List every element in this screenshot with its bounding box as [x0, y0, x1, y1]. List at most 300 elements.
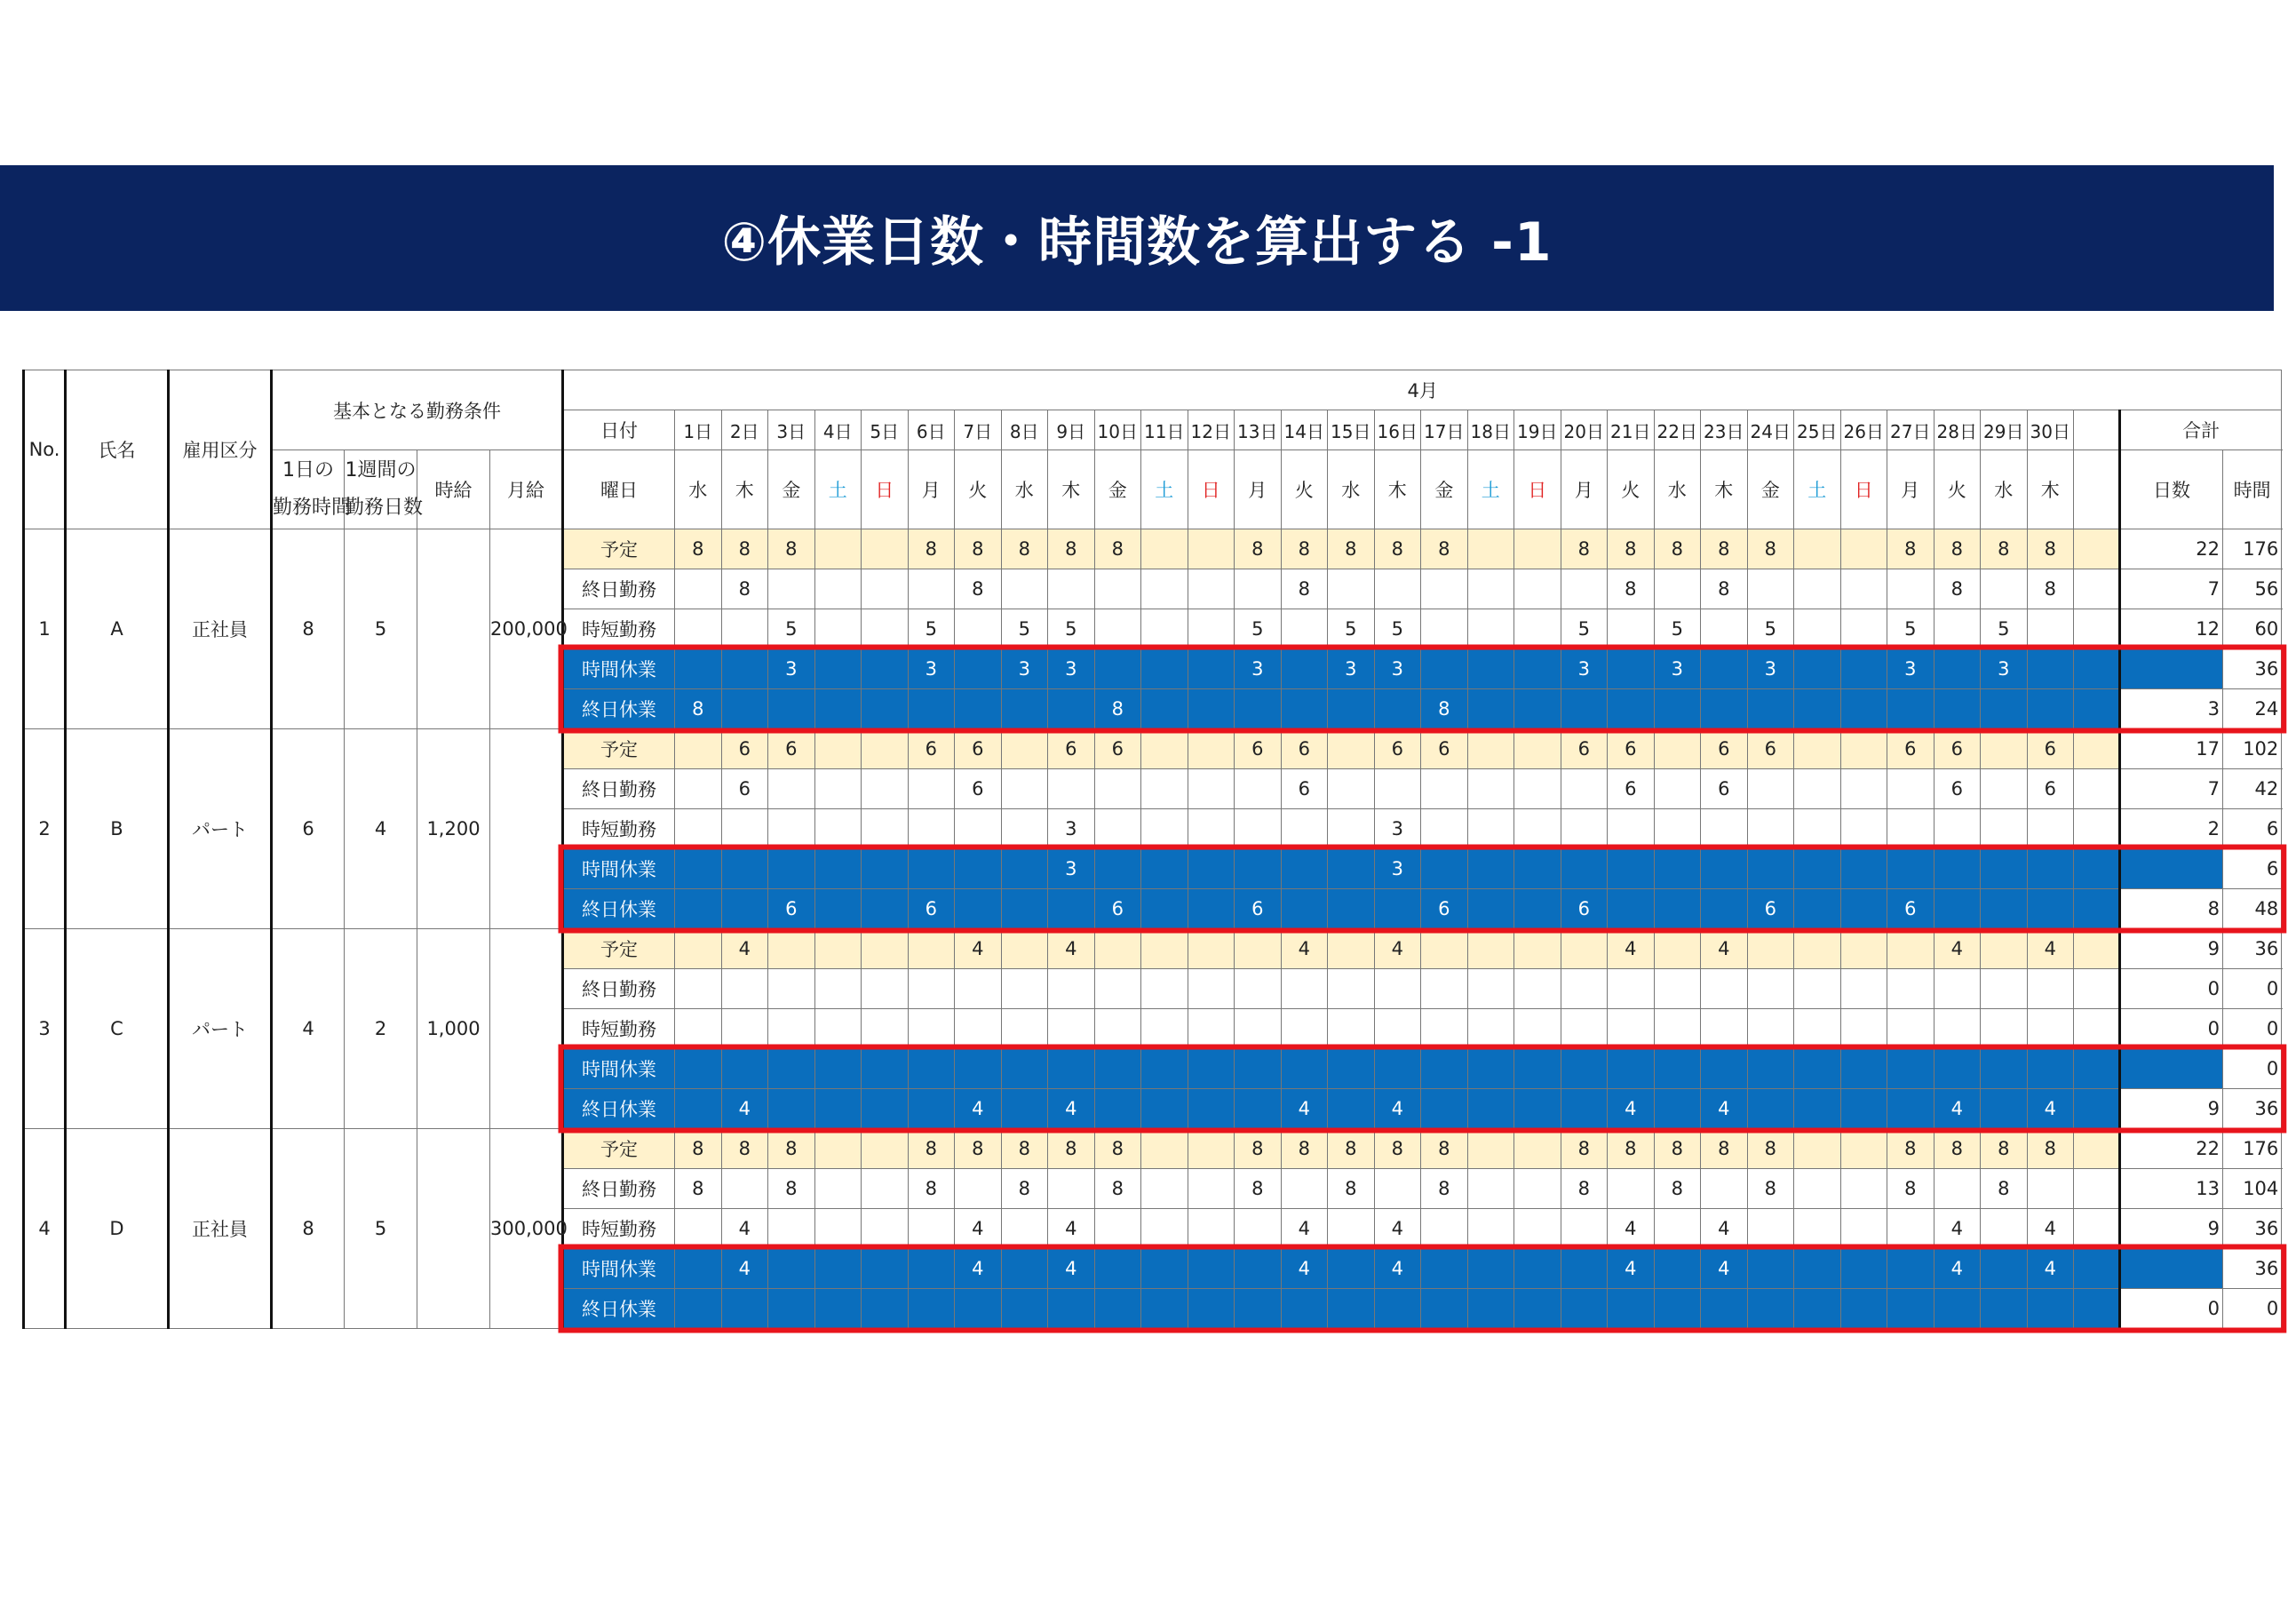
day-value [768, 1089, 815, 1129]
day-value: 8 [1328, 529, 1375, 569]
total-days: 9 [2120, 929, 2223, 969]
weekly-days: 4 [345, 729, 417, 929]
day-value [1328, 929, 1375, 969]
total-hours: 24 [2223, 689, 2282, 729]
day-value [675, 729, 722, 769]
weekday-cell: 日 [1840, 450, 1887, 529]
day-value: 3 [1235, 649, 1282, 689]
day-value [1001, 1209, 1048, 1249]
day-value [1701, 809, 1748, 849]
day-value: 8 [721, 569, 768, 609]
day-value [768, 849, 815, 889]
day-value [1188, 729, 1235, 769]
day-value [768, 1009, 815, 1049]
date-cell: 9日 [1048, 410, 1095, 450]
day-value [721, 969, 768, 1009]
day-value: 6 [1421, 729, 1468, 769]
day-value: 6 [1747, 729, 1794, 769]
weekly-days: 5 [345, 1129, 417, 1329]
day-value [1094, 769, 1141, 809]
day-value [1421, 649, 1468, 689]
day-value: 4 [1281, 1249, 1328, 1289]
day-value [862, 1209, 909, 1249]
day-value: 6 [1048, 729, 1095, 769]
day-value [1188, 929, 1235, 969]
day-value [908, 1009, 955, 1049]
date-cell: 15日 [1328, 410, 1375, 450]
day-value [1188, 849, 1235, 889]
day-value: 6 [768, 729, 815, 769]
day-value: 4 [1048, 929, 1095, 969]
day-value [1235, 1209, 1282, 1249]
day-value [1001, 929, 1048, 969]
day-value [1141, 889, 1188, 929]
day-value [1887, 769, 1935, 809]
day-value: 8 [675, 689, 722, 729]
day-value [1001, 1049, 1048, 1089]
row-spacer [2074, 889, 2120, 929]
day-value [675, 889, 722, 929]
day-value: 4 [721, 1249, 768, 1289]
date-cell: 18日 [1467, 410, 1514, 450]
row-label: 時間休業 [563, 1049, 675, 1089]
day-value [2027, 1169, 2074, 1209]
day-value: 8 [1001, 1129, 1048, 1169]
day-value [1188, 1129, 1235, 1169]
date-cell: 16日 [1374, 410, 1421, 450]
day-value: 8 [1561, 1129, 1608, 1169]
day-value [768, 1209, 815, 1249]
total-days: 9 [2120, 1209, 2223, 1249]
row-label: 時短勤務 [563, 809, 675, 849]
header-no: No. [24, 370, 66, 529]
day-value [862, 969, 909, 1009]
daily-hours: 6 [272, 729, 345, 929]
day-value: 8 [1747, 1169, 1794, 1209]
day-value [675, 1089, 722, 1129]
total-hours: 0 [2223, 1049, 2282, 1089]
day-value [814, 649, 862, 689]
header-employment-type: 雇用区分 [169, 370, 272, 529]
day-value [1235, 769, 1282, 809]
day-value [1467, 1209, 1514, 1249]
day-value: 4 [1374, 929, 1421, 969]
day-value: 6 [768, 889, 815, 929]
day-value [955, 889, 1002, 929]
day-value [1328, 769, 1375, 809]
day-value [1514, 609, 1561, 649]
day-value [1328, 849, 1375, 889]
day-value [1188, 569, 1235, 609]
day-value [1747, 929, 1794, 969]
day-value [1608, 1289, 1655, 1329]
day-value [1235, 1249, 1282, 1289]
day-value [862, 929, 909, 969]
header-daily-hours: 1日の 勤務時間 [272, 450, 345, 529]
day-value [2027, 849, 2074, 889]
day-value: 4 [1608, 1089, 1655, 1129]
day-value [1328, 689, 1375, 729]
date-cell: 22日 [1654, 410, 1701, 450]
day-value: 8 [1981, 1129, 2028, 1169]
day-value [1001, 1249, 1048, 1289]
day-value: 5 [1001, 609, 1048, 649]
total-hours: 0 [2223, 1009, 2282, 1049]
day-value [1887, 1049, 1935, 1089]
employee-type: 正社員 [169, 529, 272, 729]
day-value [675, 969, 722, 1009]
total-hours: 176 [2223, 529, 2282, 569]
day-value [1840, 769, 1887, 809]
day-value [768, 1049, 815, 1089]
day-value [1421, 1009, 1468, 1049]
weekday-cell: 木 [1701, 450, 1748, 529]
day-value [908, 1289, 955, 1329]
row-spacer [2074, 1009, 2120, 1049]
day-value [675, 809, 722, 849]
employee-type: 正社員 [169, 1129, 272, 1329]
day-value [1141, 1049, 1188, 1089]
day-value [1701, 889, 1748, 929]
day-value [768, 689, 815, 729]
day-value: 8 [1887, 1169, 1935, 1209]
day-value [1654, 689, 1701, 729]
weekday-cell: 金 [1747, 450, 1794, 529]
day-value [1281, 649, 1328, 689]
day-value [814, 529, 862, 569]
day-value: 8 [1981, 1169, 2028, 1209]
day-value [1235, 1049, 1282, 1089]
day-value [1467, 1049, 1514, 1089]
day-value: 8 [1328, 1129, 1375, 1169]
day-value: 6 [1235, 729, 1282, 769]
day-value: 4 [1934, 929, 1981, 969]
employee-no: 3 [24, 929, 66, 1129]
day-value [1235, 929, 1282, 969]
day-value [1188, 1089, 1235, 1129]
day-value: 8 [721, 1129, 768, 1169]
day-value [1608, 1169, 1655, 1209]
date-cell: 27日 [1887, 410, 1935, 450]
day-value: 4 [1608, 1249, 1655, 1289]
header-weekly-days: 1週間の 勤務日数 [345, 450, 417, 529]
day-value [814, 569, 862, 609]
day-value [2027, 1049, 2074, 1089]
day-value [1188, 1169, 1235, 1209]
day-value [1514, 529, 1561, 569]
day-value [1887, 1009, 1935, 1049]
weekday-cell: 木 [1048, 450, 1095, 529]
day-value [1840, 809, 1887, 849]
day-value: 8 [1094, 1169, 1141, 1209]
day-value [1514, 929, 1561, 969]
day-value [1141, 1129, 1188, 1169]
total-hours: 36 [2223, 1089, 2282, 1129]
day-value: 8 [1281, 569, 1328, 609]
employee-name: D [66, 1129, 169, 1329]
total-hours: 42 [2223, 769, 2282, 809]
day-value [814, 769, 862, 809]
day-value: 8 [675, 1129, 722, 1169]
day-value [1421, 969, 1468, 1009]
weekday-cell: 日 [862, 450, 909, 529]
day-value [1561, 1049, 1608, 1089]
day-value: 6 [1934, 769, 1981, 809]
day-value [1281, 809, 1328, 849]
day-value: 8 [1701, 529, 1748, 569]
day-value [1467, 1169, 1514, 1209]
row-label: 時間休業 [563, 649, 675, 689]
day-value [1608, 849, 1655, 889]
day-value [1001, 849, 1048, 889]
weekday-cell: 火 [955, 450, 1002, 529]
day-value [1794, 929, 1841, 969]
day-value: 4 [1374, 1249, 1421, 1289]
day-value [1794, 729, 1841, 769]
weekday-cell: 水 [1001, 450, 1048, 529]
day-value [1141, 1009, 1188, 1049]
day-value: 8 [1421, 689, 1468, 729]
day-value [1467, 1009, 1514, 1049]
day-value [721, 809, 768, 849]
day-value [1981, 1049, 2028, 1089]
day-value: 6 [1701, 769, 1748, 809]
day-value [1467, 809, 1514, 849]
title-banner [0, 165, 2274, 311]
day-value [1747, 969, 1794, 1009]
total-hours: 102 [2223, 729, 2282, 769]
day-value: 4 [1934, 1249, 1981, 1289]
day-value: 8 [1608, 1129, 1655, 1169]
day-value [814, 1049, 862, 1089]
total-hours: 0 [2223, 1289, 2282, 1329]
row-plan [24, 729, 2282, 769]
day-value [1514, 1209, 1561, 1249]
day-value [1794, 609, 1841, 649]
day-value [1608, 649, 1655, 689]
day-value [1094, 569, 1141, 609]
header-total: 合計 [2120, 410, 2282, 450]
day-value [1141, 1169, 1188, 1209]
day-value [814, 1089, 862, 1129]
day-value [721, 689, 768, 729]
day-value: 5 [1048, 609, 1095, 649]
day-value [1048, 1289, 1095, 1329]
day-value [1654, 569, 1701, 609]
weekday-cell: 月 [1561, 450, 1608, 529]
date-cell: 20日 [1561, 410, 1608, 450]
day-value [862, 1169, 909, 1209]
row-spacer [2074, 1289, 2120, 1329]
day-value: 8 [1747, 1129, 1794, 1169]
day-value [1188, 1289, 1235, 1329]
day-value [1048, 889, 1095, 929]
employee-name: B [66, 729, 169, 929]
day-value [1421, 1289, 1468, 1329]
day-value [675, 849, 722, 889]
day-value [1794, 1129, 1841, 1169]
day-value [1514, 1169, 1561, 1209]
day-value [1887, 969, 1935, 1009]
total-days [2120, 1249, 2223, 1289]
day-value [1934, 809, 1981, 849]
total-days: 0 [2120, 1289, 2223, 1329]
day-value [1514, 1089, 1561, 1129]
date-cell: 19日 [1514, 410, 1561, 450]
day-value [1467, 1289, 1514, 1329]
row-label: 終日勤務 [563, 569, 675, 609]
day-value [862, 1009, 909, 1049]
day-value [1654, 849, 1701, 889]
day-value [908, 1089, 955, 1129]
day-value [1141, 809, 1188, 849]
total-days: 3 [2120, 689, 2223, 729]
day-value [2027, 689, 2074, 729]
day-value [1654, 769, 1701, 809]
date-cell: 10日 [1094, 410, 1141, 450]
day-value [1188, 1009, 1235, 1049]
day-value: 6 [1281, 729, 1328, 769]
day-value [1281, 969, 1328, 1009]
day-value [814, 1209, 862, 1249]
day-value [1467, 1089, 1514, 1129]
total-days: 0 [2120, 1009, 2223, 1049]
day-value [1514, 1049, 1561, 1089]
day-value [1561, 969, 1608, 1009]
day-value [1001, 569, 1048, 609]
day-value: 4 [721, 1089, 768, 1129]
day-value [1608, 969, 1655, 1009]
day-value [1048, 1009, 1095, 1049]
day-value: 6 [1421, 889, 1468, 929]
day-value [1188, 769, 1235, 809]
day-value: 3 [1747, 649, 1794, 689]
day-value [908, 1249, 955, 1289]
day-value [1840, 889, 1887, 929]
day-value: 5 [768, 609, 815, 649]
day-value [908, 929, 955, 969]
day-value [1374, 769, 1421, 809]
day-value [1094, 809, 1141, 849]
day-value: 4 [721, 1209, 768, 1249]
day-value [955, 809, 1002, 849]
day-value [1701, 969, 1748, 1009]
day-value [1934, 1049, 1981, 1089]
day-value [1094, 1249, 1141, 1289]
header-monthly-salary: 月給 [490, 450, 563, 529]
header-name: 氏名 [66, 370, 169, 529]
day-value [1467, 529, 1514, 569]
day-value [675, 609, 722, 649]
day-value [1188, 809, 1235, 849]
day-value: 4 [1701, 1249, 1748, 1289]
row-spacer [2074, 769, 2120, 809]
day-value [1794, 809, 1841, 849]
day-value: 3 [1048, 849, 1095, 889]
header-row-month [24, 370, 2282, 410]
day-value: 6 [1701, 729, 1748, 769]
day-value [862, 809, 909, 849]
day-value [675, 769, 722, 809]
date-cell: 13日 [1235, 410, 1282, 450]
day-value [814, 689, 862, 729]
weekday-cell: 金 [768, 450, 815, 529]
day-value: 8 [1235, 1169, 1282, 1209]
row-spacer [2074, 1129, 2120, 1169]
day-value: 8 [2027, 1129, 2074, 1169]
day-value [1141, 769, 1188, 809]
day-value: 8 [1887, 1129, 1935, 1169]
total-days [2120, 649, 2223, 689]
day-value: 4 [1701, 929, 1748, 969]
day-value [1887, 689, 1935, 729]
day-value: 8 [908, 529, 955, 569]
total-days: 0 [2120, 969, 2223, 1009]
day-value [1094, 969, 1141, 1009]
day-value [1467, 729, 1514, 769]
day-value: 8 [1561, 529, 1608, 569]
day-value [1094, 1089, 1141, 1129]
day-value: 5 [1887, 609, 1935, 649]
row-spacer [2074, 1249, 2120, 1289]
day-value [1328, 569, 1375, 609]
day-value [1561, 1249, 1608, 1289]
day-value: 8 [1235, 1129, 1282, 1169]
day-value [1561, 569, 1608, 609]
day-value [1281, 1169, 1328, 1209]
day-value [1374, 969, 1421, 1009]
day-value [1701, 649, 1748, 689]
day-value [814, 609, 862, 649]
day-value [1188, 1249, 1235, 1289]
day-value: 8 [1887, 529, 1935, 569]
weekday-cell: 土 [1467, 450, 1514, 529]
day-value [862, 769, 909, 809]
hourly-wage [417, 1129, 490, 1329]
weekday-cell: 火 [1608, 450, 1655, 529]
day-value: 8 [1561, 1169, 1608, 1209]
day-value [1235, 689, 1282, 729]
day-value [1934, 889, 1981, 929]
date-cell: 7日 [955, 410, 1002, 450]
day-value [1094, 1049, 1141, 1089]
weekday-spacer [2074, 450, 2120, 529]
day-value [1887, 1209, 1935, 1249]
row-label: 予定 [563, 929, 675, 969]
day-value: 4 [955, 1209, 1002, 1249]
day-value [1887, 1289, 1935, 1329]
day-value [908, 689, 955, 729]
date-cell: 29日 [1981, 410, 2028, 450]
daily-hours: 8 [272, 1129, 345, 1329]
day-value [2027, 609, 2074, 649]
day-value [1981, 809, 2028, 849]
day-value [1467, 889, 1514, 929]
day-value [862, 689, 909, 729]
day-value: 6 [721, 769, 768, 809]
page-title: ④休業日数・時間数を算出する -1 [721, 211, 1553, 274]
day-value [1467, 649, 1514, 689]
day-value: 3 [1561, 649, 1608, 689]
date-cell: 21日 [1608, 410, 1655, 450]
day-value [1281, 1049, 1328, 1089]
day-value [675, 649, 722, 689]
day-value [908, 569, 955, 609]
day-value [768, 569, 815, 609]
row-label: 終日勤務 [563, 969, 675, 1009]
day-value: 3 [768, 649, 815, 689]
row-label: 予定 [563, 729, 675, 769]
